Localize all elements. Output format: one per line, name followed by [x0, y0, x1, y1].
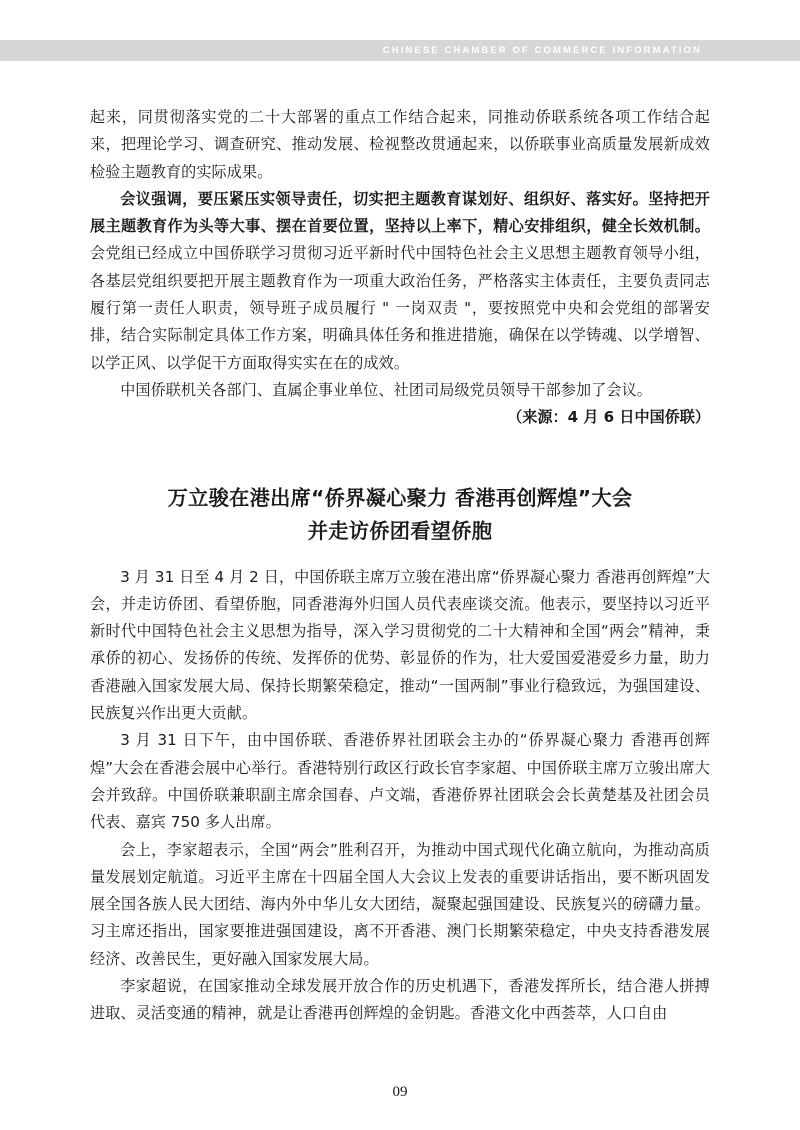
article2-paragraph-1: 3 月 31 日至 4 月 2 日，中国侨联主席万立骏在港出席“侨界凝心聚力 香港再创辉煌”大会，并走访侨团、看望侨胞，同香港海外归国人员代表座谈交流。他表示，要坚持以习近平新时代中国特色社会主义思想为指导，深入学习贯彻党的二十大精神和全国“两会”精神，秉承侨的初心、发扬侨的传统、发挥侨的优势、彰显侨的作为，壮大爱国爱港爱乡力量，助力香港融入国家发展大局、保持长期繁荣稳定，推动“一国两制”事业行稳致远，为强国建设、民族复兴作出更大贡献。: [90, 567, 710, 723]
article2-paragraph-2: 3 月 31 日下午，由中国侨联、香港侨界社团联会主办的“侨界凝心聚力 香港再创辉煌”大会在香港会展中心举行。香港特别行政区行政长官李家超、中国侨联主席万立骏出席大会并致辞。中国侨联兼职副主席余国春、卢文端，香港侨界社团联会会长黄楚基及社团会员代表、嘉宾 750 多人出席。: [90, 731, 710, 832]
article1-paragraph-2-emphasis: 会议强调，要压紧压实领导责任，切实把主题教育谋划好、组织好、落实好。坚持把开展主题教育作为头等大事、摆在首要位置，坚持以上率下，精心安排组织，健全长效机制。: [90, 189, 710, 236]
article1-paragraph-3: 中国侨联机关各部门、直属企事业单位、社团司局级党员领导干部参加了会议。: [120, 380, 652, 399]
article2-paragraph-4: 李家超说，在国家推动全球发展开放合作的历史机遇下，香港发挥所长，结合港人拼搏进取、灵活变通的精神，就是让香港再创辉煌的金钥匙。香港文化中西荟萃，人口自由: [90, 977, 710, 1023]
page-number: 09: [392, 1084, 408, 1100]
article1-source: （来源：4 月 6 日中国侨联）: [507, 408, 710, 427]
page-content: [90, 104, 710, 1028]
article2-paragraph-3: 会上，李家超表示，全国“两会”胜利召开，为推动中国式现代化确立航向，为推动高质量发展划定航道。习近平主席在十四届全国人大会议上发表的重要讲话指出，要不断巩固发展全国各族人民大团结、海内外中华儿女大团结，凝聚起强国建设、民族复兴的磅礴力量。习主席还指出，国家要推进强国建设，离不开香港、澳门长期繁荣稳定，中央支持香港发展经济、改善民生，更好融入国家发展大局。: [90, 840, 710, 968]
article2-title-line-1: 万立骏在港出席“侨界凝心聚力 香港再创辉煌”大会: [167, 485, 633, 510]
article1-paragraph-1: 起来，同贯彻落实党的二十大部署的重点工作结合起来，同推动侨联系统各项工作结合起来，把理论学习、调查研究、推动发展、检视整改贯通起来，以侨联事业高质量发展新成效检验主题教育的实际成果。: [90, 108, 710, 181]
article1-paragraph-2: [90, 186, 710, 377]
article1-paragraph-2-body: 会党组已经成立中国侨联学习贯彻习近平新时代中国特色社会主义思想主题教育领导小组，各基层党组织要把开展主题教育作为一项重大政治任务，严格落实主体责任，主要负责同志履行第一责任人职责，领导班子成员履行 " 一岗双责 "，要按照党中央和会党组的部署安排，结合实际制定具体工作方案，明确具体任务和推进措施，确保在以学铸魂、以学增智、以学正风、以学促干方面取得实实在在的成效。: [90, 244, 710, 372]
publication-header: CHINESE CHAMBER OF COMMERCE INFORMATION: [382, 45, 702, 56]
article2-title: [90, 482, 710, 548]
article2-title-line-2: 并走访侨团看望侨胞: [307, 518, 493, 543]
